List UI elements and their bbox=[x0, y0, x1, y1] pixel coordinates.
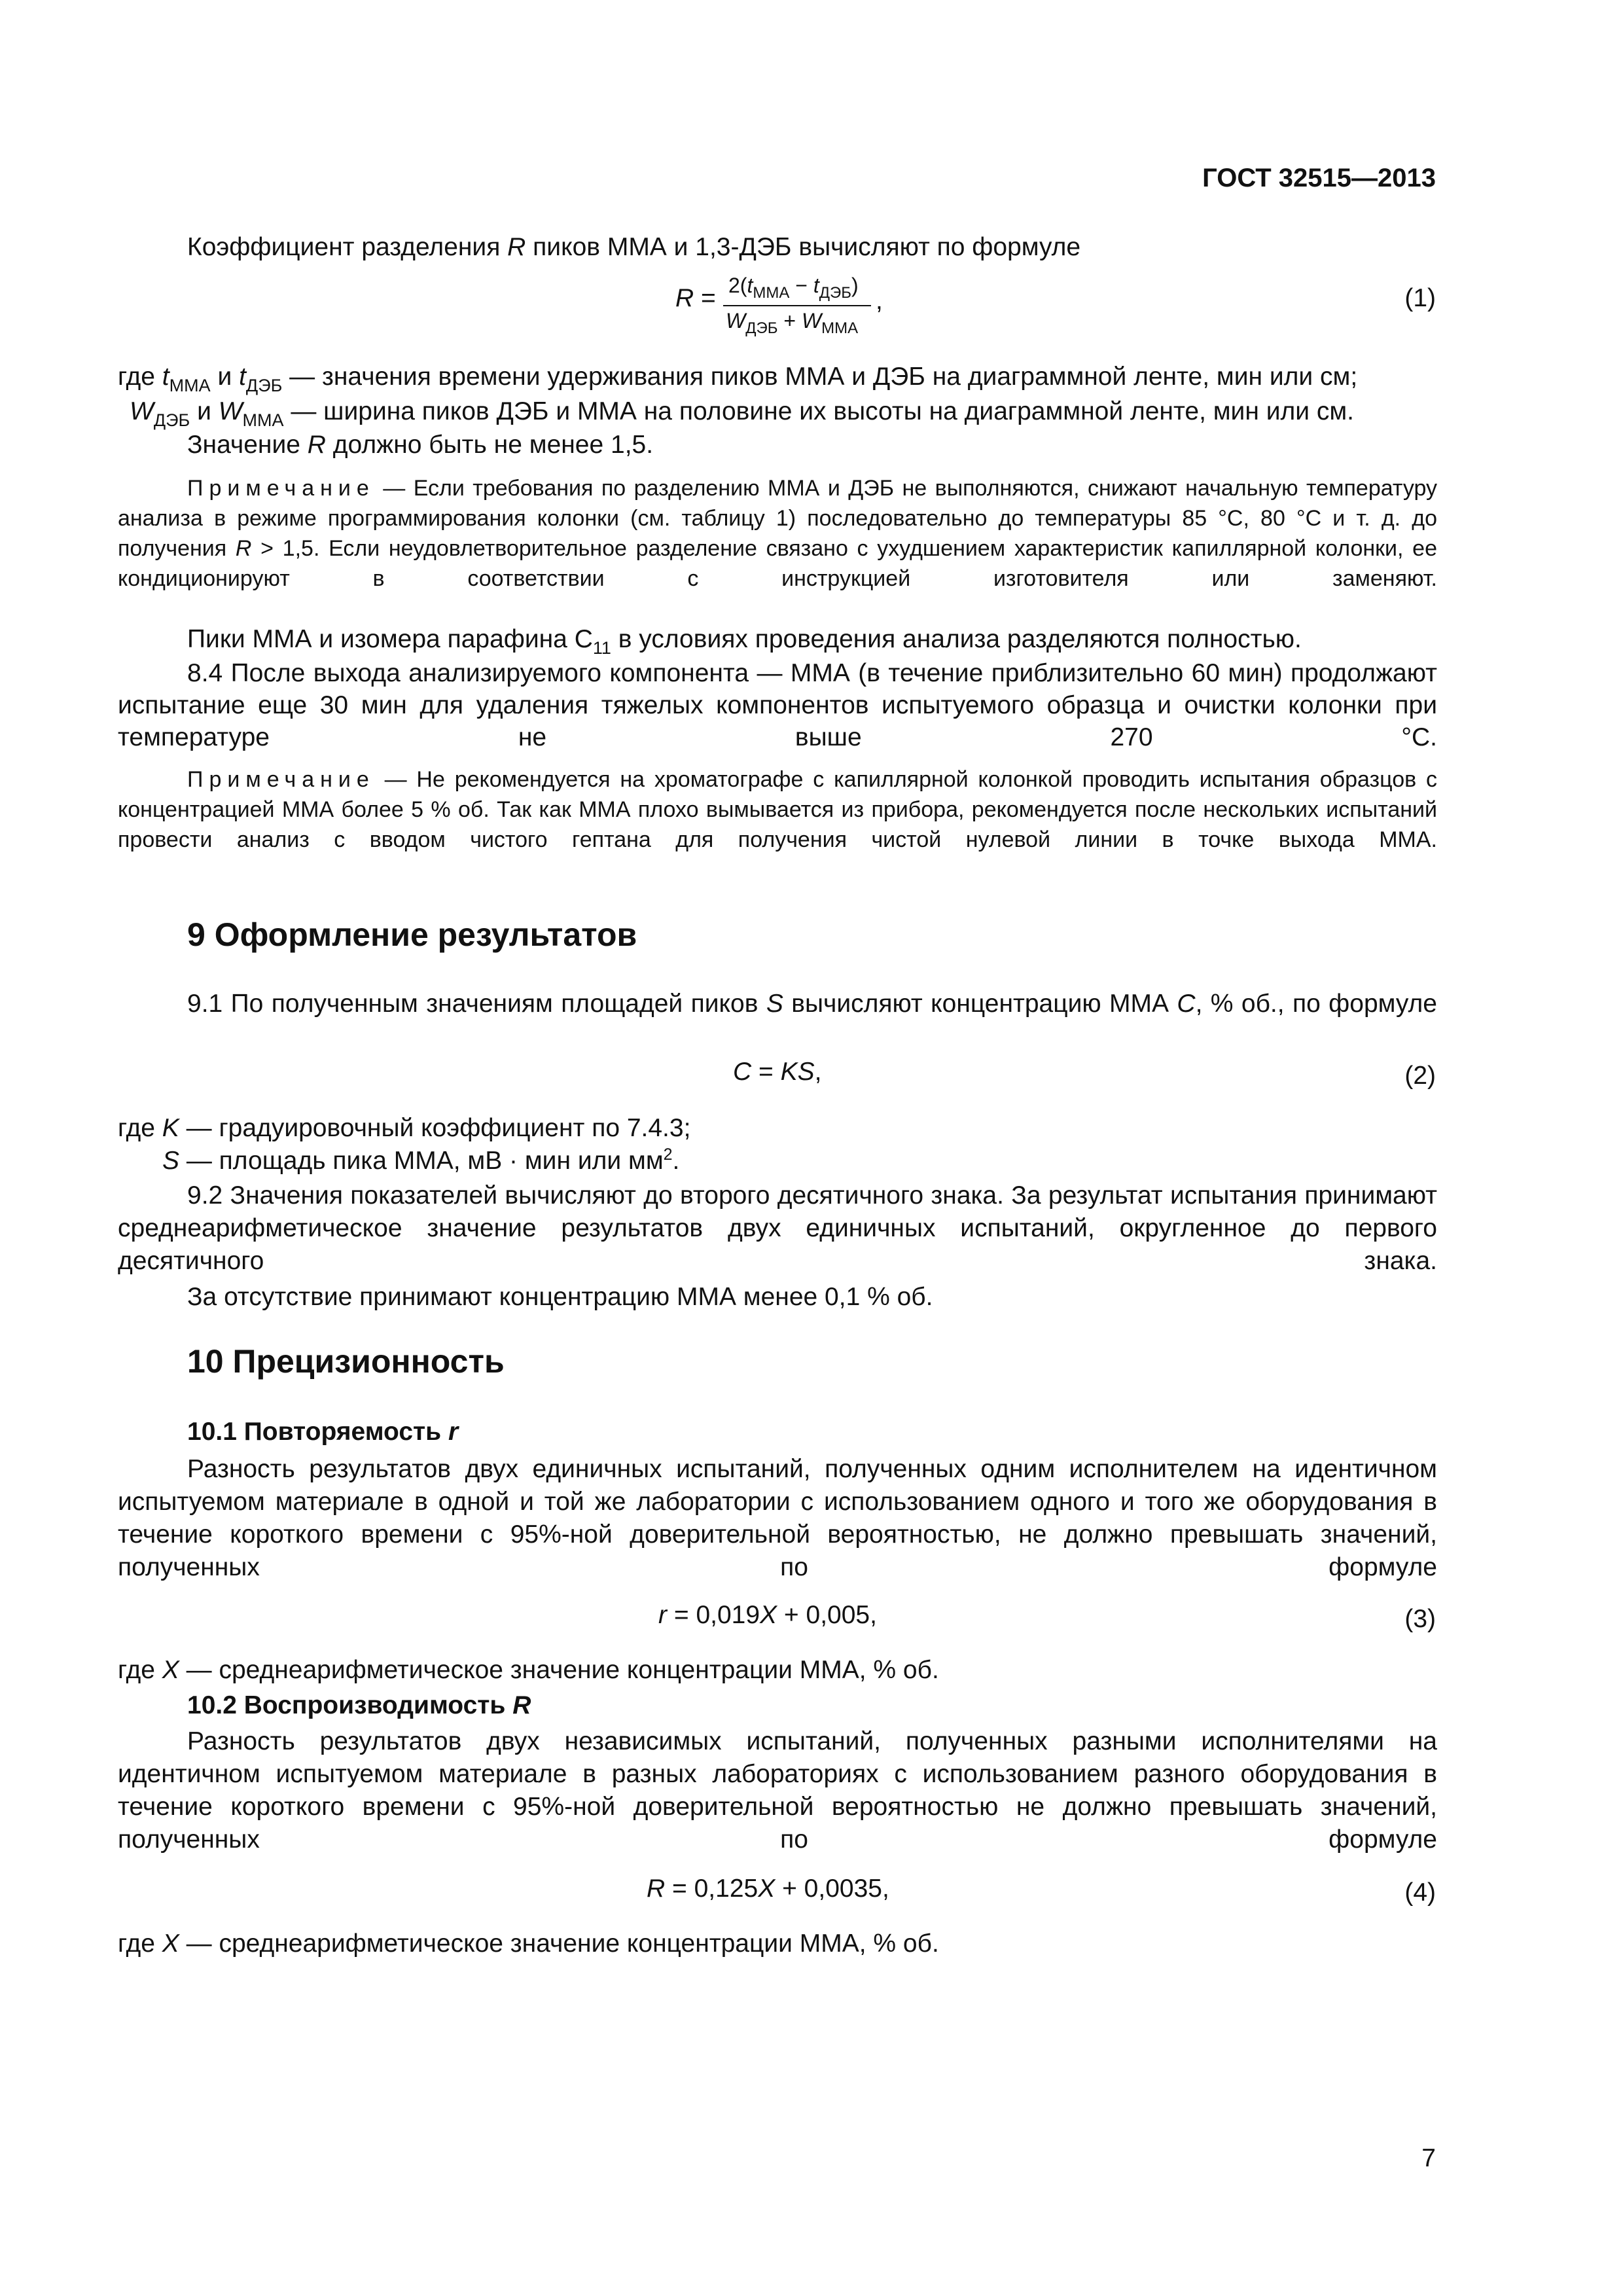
formula1-comma: , bbox=[876, 287, 883, 315]
where4: где X — среднеарифметическое значение концентрации ММА, % об. bbox=[118, 1929, 939, 1958]
para-9-1: 9.1 По полученным значениям площадей пиков S вычисляют концентрацию ММА C, % об., по формуле bbox=[187, 990, 1437, 1018]
para-10-1: Разность результатов двух единичных испытаний, полученных одним исполнителем на идентичном испытуемом материале в одной и той же лаборатории с использованием одного и того же оборудования в течение короткого времени с 95%-ной доверительной вероятностью, не должно превышать значений, полученных по формуле bbox=[118, 1455, 1437, 1581]
where3: где X — среднеарифметическое значение концентрации ММА, % об. bbox=[118, 1656, 939, 1684]
where1-line2: $W_{ДЭБ}$ и $W_{ММА}$ — ширина пиков ДЭБ и ММА на половине их высоты на диаграммной ленте, мин или см. bbox=[130, 397, 1355, 430]
heading-10-2: 10.2 Воспроизводимость R bbox=[187, 1691, 531, 1719]
formula1-numerator: $2(t_{ММА} - t_{ДЭБ})$ bbox=[728, 274, 859, 302]
section10-title: 10 Прецизионность bbox=[187, 1343, 505, 1380]
note2: Примечание — Не рекомендуется на хроматографе с капиллярной колонкой проводить испытания образцов с концентрацией ММА более 5 % об. Так как ММА плохо вымывается из прибора, рекомендуется после нескольких испытаний провести анализ с вводом чистого гептана для получения чистой нулевой линии в точке выхода ММА. bbox=[118, 767, 1437, 852]
page-number: 7 bbox=[1421, 2144, 1436, 2172]
note2-label: Примечание bbox=[187, 767, 375, 792]
fraction-bar bbox=[723, 305, 871, 306]
para-c11: Пики ММА и изомера парафина $С_{11}$ в условиях проведения анализа разделяются полностью. bbox=[187, 625, 1302, 658]
note1-label: Примечание bbox=[187, 476, 375, 501]
where-s: S — площадь пика ММА, мВ · мин или $мм^2$. bbox=[162, 1145, 680, 1175]
para-10-2: Разность результатов двух независимых испытаний, полученных разными исполнителями на идентичном испытуемом материале в разных лабораториях с использованием разного оборудования в течение короткого времени с 95%-ной доверительной вероятностью не должно превышать значений, полученных по формуле bbox=[118, 1727, 1437, 1854]
note1: Примечание — Если требования по разделению ММА и ДЭБ не выполняются, снижают начальную температуру анализа в режиме программирования колонки (см. таблицу 1) последовательно до температуры 85 °С, 80 °С и т. д. до получения R > 1,5. Если неудовлетворительное разделение связано с ухудшением характеристик капиллярной колонки, ее кондиционируют в соответствии с инструкцией изготовителя или заменяют. bbox=[118, 476, 1437, 591]
where1-line3: Значение R должно быть не менее 1,5. bbox=[187, 431, 654, 459]
section9-title: 9 Оформление результатов bbox=[187, 916, 637, 953]
formula1-denominator: $W_{ДЭБ} + W_{ММА}$ bbox=[726, 309, 859, 337]
formula1-intro: Коэффициент разделения R пиков ММА и 1,3-ДЭБ вычисляют по формуле bbox=[187, 233, 1081, 261]
para-8-4: 8.4 После выхода анализируемого компонента — ММА (в течение приблизительно 60 мин) продолжают испытание еще 30 мин для удаления тяжелых компонентов испытуемого образца и очистки колонки при температуре не выше 270 °С. bbox=[118, 659, 1437, 751]
document-number: ГОСТ 32515—2013 bbox=[1202, 164, 1436, 192]
formula1-lhs: R = bbox=[675, 284, 716, 312]
para-9-2: 9.2 Значения показателей вычисляют до второго десятичного знака. За результат испытания принимают среднеарифметическое значение результатов двух единичных испытаний, округленное до первого десятичного знака. bbox=[118, 1181, 1437, 1275]
formula2-number: (2) bbox=[1404, 1062, 1436, 1090]
formula3: r = 0,019X + 0,005, bbox=[658, 1601, 877, 1629]
formula4: R = 0,125X + 0,0035, bbox=[647, 1874, 889, 1903]
formula4-number: (4) bbox=[1404, 1878, 1436, 1907]
para-absence: За отсутствие принимают концентрацию ММА менее 0,1 % об. bbox=[187, 1283, 933, 1311]
heading-10-1: 10.1 Повторяемость r bbox=[187, 1418, 459, 1446]
formula1-number: (1) bbox=[1404, 284, 1436, 312]
formula2: C = KS, bbox=[733, 1058, 822, 1086]
where-k: где K — градуировочный коэффициент по 7.4.3; bbox=[118, 1114, 691, 1142]
formula3-number: (3) bbox=[1404, 1605, 1436, 1633]
where1-line1: где $t_{ММА}$ и $t_{ДЭБ}$ — значения времени удерживания пиков ММА и ДЭБ на диаграммной ленте, мин или см; bbox=[118, 363, 1358, 395]
